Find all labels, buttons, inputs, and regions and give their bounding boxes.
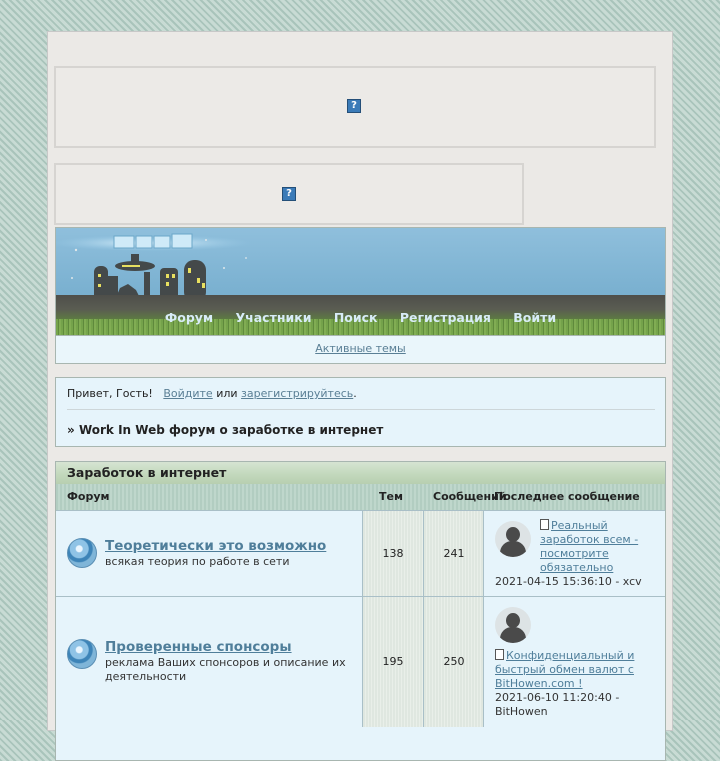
nav-search[interactable]: Поиск: [333, 310, 378, 325]
table-row: [56, 510, 665, 597]
posts-count: 250: [423, 597, 484, 727]
last-post-meta: 2021-04-15 15:36:10 - xcv: [495, 575, 642, 588]
breadcrumb-title[interactable]: Work In Web форум о заработке в интернет: [78, 423, 384, 437]
forum-description: всякая теория по работе в сети: [105, 555, 290, 568]
or-text: или: [216, 387, 238, 400]
missing-image-icon: ?: [347, 99, 361, 113]
col-posts: Сообщений: [433, 490, 507, 503]
nav-members[interactable]: Участники: [235, 310, 312, 325]
greeting-text: Привет, Гость!: [67, 387, 153, 400]
forum-description: реклама Ваших спонсоров и описание их деятельности: [105, 656, 346, 683]
column-headers: [56, 484, 665, 510]
avatar[interactable]: [495, 607, 531, 643]
page-container: [47, 31, 673, 731]
last-post-date: 2021-06-10 11:20:40: [495, 691, 612, 704]
col-topics: Тем: [379, 490, 403, 503]
category-title[interactable]: Заработок в интернет: [56, 462, 665, 484]
forum-link[interactable]: Теоретически это возможно: [105, 538, 327, 554]
last-post-meta: 2021-06-10 11:20:40 - BitHowen: [495, 691, 620, 718]
forum-status-icon: [67, 538, 97, 568]
guest-greeting: [67, 387, 357, 400]
last-post-link[interactable]: [495, 649, 655, 691]
avatar[interactable]: [495, 521, 531, 557]
posts-count: 241: [423, 511, 484, 597]
register-link[interactable]: зарегистрируйтесь: [241, 387, 354, 400]
last-post-author: BitHowen: [495, 705, 548, 718]
category-block: [55, 461, 666, 761]
main-navigation: [56, 310, 665, 325]
col-last-post: Последнее сообщение: [494, 490, 640, 503]
forum-cell: [56, 511, 362, 597]
forum-link[interactable]: Проверенные спонсоры: [105, 639, 292, 655]
ad-banner-secondary[interactable]: [54, 163, 524, 225]
breadcrumb-prefix: »: [67, 423, 75, 437]
login-link[interactable]: Войдите: [163, 387, 213, 400]
last-post-date: 2021-04-15 15:36:10: [495, 575, 612, 588]
topics-count: 195: [362, 597, 423, 727]
nav-forum[interactable]: Форум: [164, 310, 214, 325]
missing-image-icon: ?: [282, 187, 296, 201]
active-topics-link[interactable]: Активные темы: [315, 342, 406, 355]
period-text: .: [353, 387, 357, 400]
divider: [67, 409, 655, 410]
last-post-title: Конфиденциальный и быстрый обмен валют с BitHowen.com !: [495, 649, 635, 690]
last-post-cell: [483, 597, 665, 727]
last-post-cell: [483, 511, 665, 597]
sub-navigation: [55, 336, 666, 364]
nav-register[interactable]: Регистрация: [399, 310, 491, 325]
ad-banner-top[interactable]: [54, 66, 656, 148]
forum-cell: [56, 597, 362, 727]
forum-header: [55, 227, 666, 336]
document-icon: [540, 519, 549, 530]
table-row: [56, 596, 665, 727]
last-post-title: Реальный заработок всем - посмотрите обязательно: [540, 519, 639, 574]
nav-login[interactable]: Войти: [513, 310, 557, 325]
col-forum: Форум: [67, 490, 110, 503]
topics-count: 138: [362, 511, 423, 597]
last-post-link[interactable]: [540, 519, 650, 575]
welcome-panel: [55, 377, 666, 447]
breadcrumb: [67, 423, 383, 437]
forum-status-icon: [67, 639, 97, 669]
last-post-author: xcv: [622, 575, 642, 588]
document-icon: [495, 649, 504, 660]
